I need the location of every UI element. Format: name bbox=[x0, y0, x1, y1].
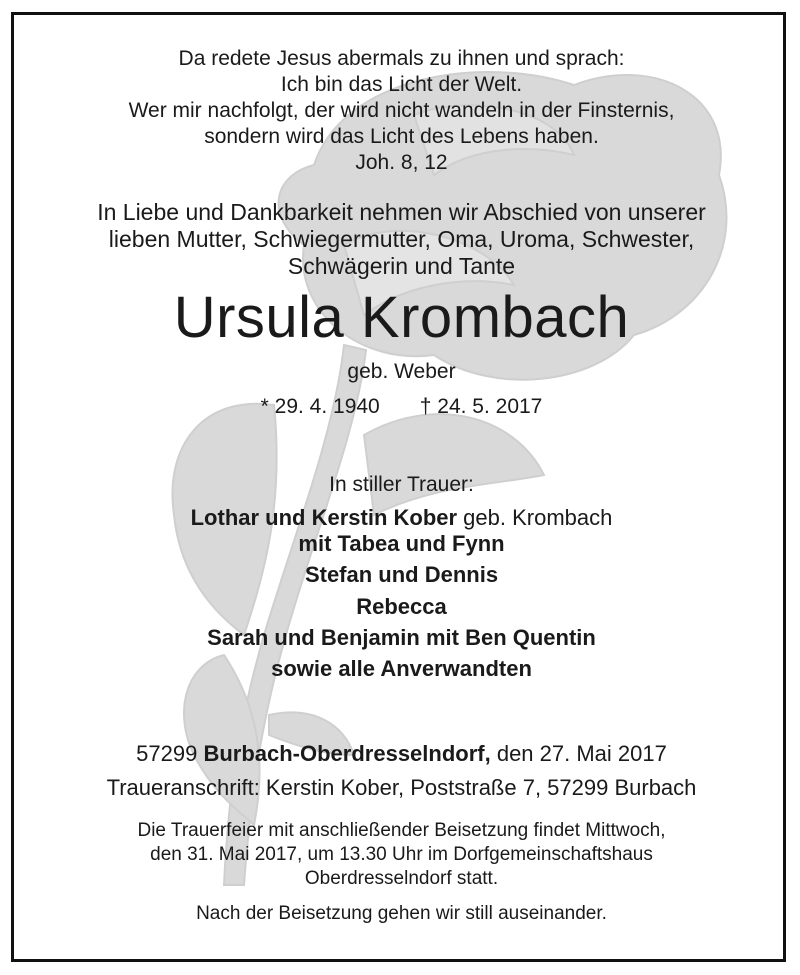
verse-line-2: Ich bin das Licht der Welt. bbox=[280, 73, 523, 96]
funeral-closing: Nach der Beisetzung gehen wir still auseinander. bbox=[196, 903, 607, 924]
mourner-line-2: mit Tabea und Fynn bbox=[298, 531, 505, 556]
mourners-heading: In stiller Trauer: bbox=[329, 473, 474, 496]
birth-date: * 29. 4. 1940 bbox=[260, 395, 380, 418]
postcode: 57299 bbox=[136, 741, 204, 766]
mourner-first-regular: geb. Krombach bbox=[457, 505, 613, 530]
maiden-name: geb. Weber bbox=[347, 360, 456, 383]
verse-line-3: Wer mir nachfolgt, der wird nicht wandeln in der Finsternis, bbox=[128, 99, 675, 122]
letter-date: den 27. Mai 2017 bbox=[490, 741, 667, 766]
funeral-line-1: Die Trauerfeier mit anschließender Beisetzung findet Mittwoch, bbox=[137, 820, 666, 841]
funeral-line-2: den 31. Mai 2017, um 13.30 Uhr im Dorfgemeinschaftshaus bbox=[150, 844, 653, 865]
death-date: † 24. 5. 2017 bbox=[419, 395, 543, 418]
mourner-first-bold: Lothar und Kerstin Kober bbox=[190, 505, 458, 530]
town: Burbach-Oberdresselndorf, bbox=[203, 741, 491, 766]
place-date-line bbox=[14, 741, 786, 767]
mourner-line-1 bbox=[14, 505, 786, 531]
intro-line-3: Schwägerin und Tante bbox=[287, 253, 516, 279]
intro-line-1: In Liebe und Dankbarkeit nehmen wir Abschied von unserer bbox=[97, 199, 706, 225]
mourner-line-6: sowie alle Anverwandten bbox=[271, 656, 532, 681]
deceased-name: Ursula Krombach bbox=[173, 285, 630, 350]
mourning-address: Traueranschrift: Kerstin Kober, Poststraße 7, 57299 Burbach bbox=[106, 775, 697, 800]
life-dates bbox=[14, 395, 786, 419]
verse-line-1: Da redete Jesus abermals zu ihnen und sprach: bbox=[178, 47, 625, 70]
verse-reference: Joh. 8, 12 bbox=[355, 151, 448, 174]
intro-line-2: lieben Mutter, Schwiegermutter, Oma, Uroma, Schwester, bbox=[108, 226, 695, 252]
funeral-line-3: Oberdresselndorf statt. bbox=[304, 868, 499, 889]
mourner-line-4: Rebecca bbox=[356, 594, 447, 619]
mourner-line-3: Stefan und Dennis bbox=[304, 562, 499, 587]
mourner-line-5: Sarah und Benjamin mit Ben Quentin bbox=[207, 625, 596, 650]
verse-line-4: sondern wird das Licht des Lebens haben. bbox=[204, 125, 599, 148]
obituary-frame bbox=[11, 12, 786, 962]
